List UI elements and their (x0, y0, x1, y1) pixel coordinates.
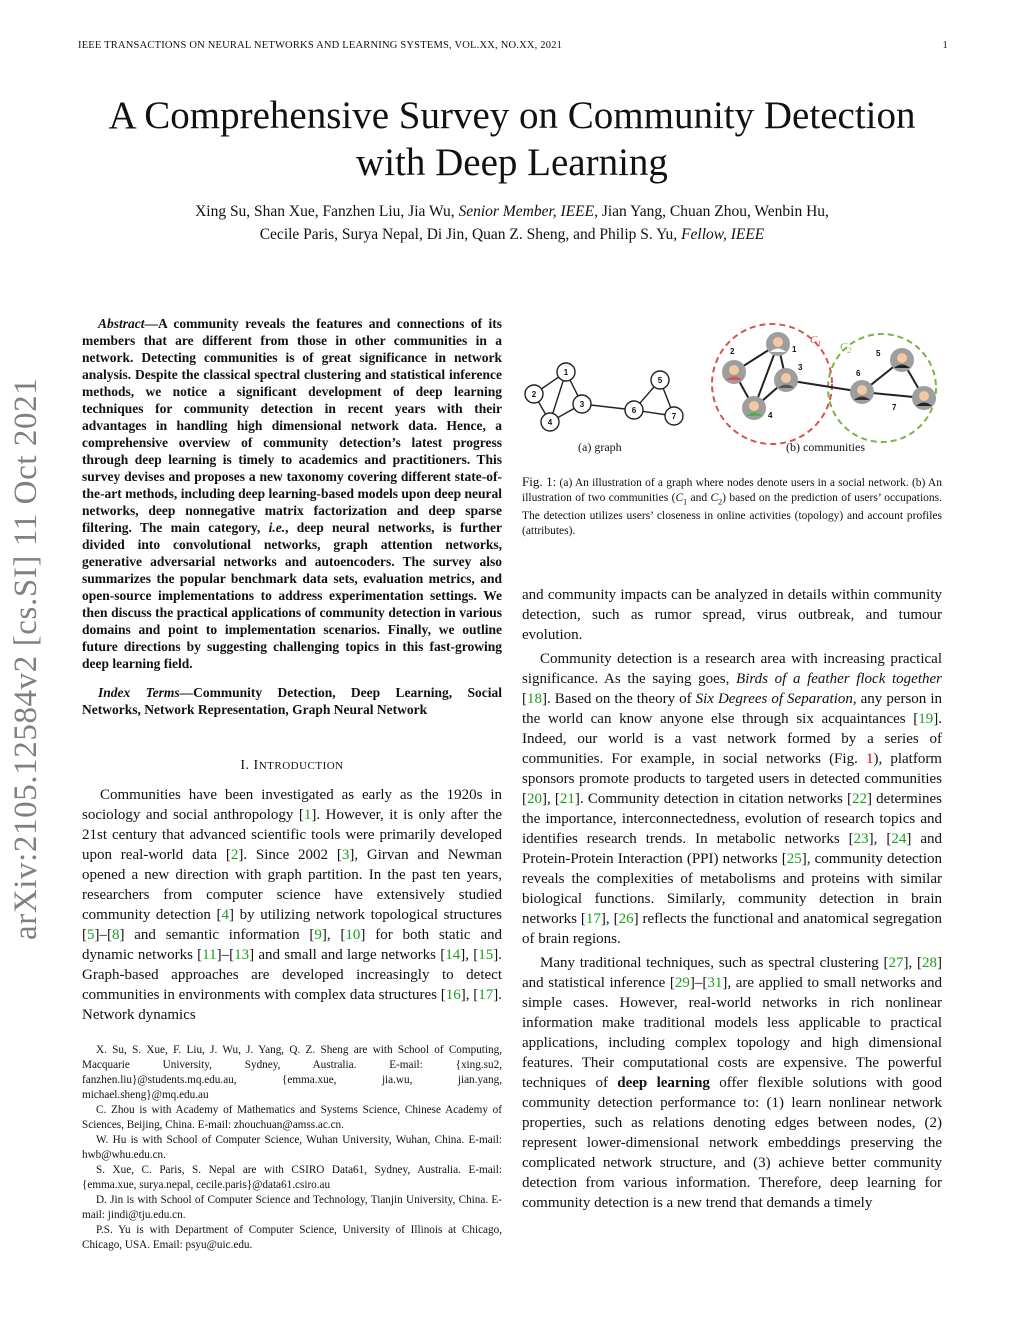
paragraph-text: ], Girvan and Newman opened a new direction with graph partition. In the past ten years, researchers from computer science have extensively studied community detection [ (82, 847, 502, 923)
node-label: 1 (792, 345, 797, 354)
citation-link[interactable]: 31 (707, 975, 723, 991)
paragraph-text: ]–[ (216, 947, 235, 963)
citation-link[interactable]: 29 (674, 975, 690, 991)
citation-link[interactable]: 28 (921, 955, 937, 971)
paragraph-text: ], are applied to small networks and simple cases. However, real-world networks in rich nonlinear information make traditional models less applicable to practical applications, including complex topology and high dimensional features. Their computational costs are expensive. The powerful techniques of (522, 975, 942, 1091)
user-avatar-3 (774, 368, 798, 392)
citation-link[interactable]: 10 (345, 927, 361, 943)
node-label: 6 (631, 406, 637, 415)
author-membership: Fellow, IEEE (681, 226, 765, 243)
node-label: 2 (730, 347, 735, 356)
node-label: 3 (798, 363, 803, 372)
citation-link[interactable]: 11 (202, 947, 217, 963)
paragraph-text: ], [ (903, 955, 922, 971)
citation-link[interactable]: 18 (527, 691, 542, 707)
affiliation-footnote: D. Jin is with School of Computer Science and Technology, Tianjin University, China. E-mail: jindi@tju.edu.cn. (82, 1194, 502, 1221)
subcaption-a: (a) graph (578, 440, 622, 454)
affiliation-footnotes (82, 1043, 502, 1253)
title-line-1: A Comprehensive Survey on Community Detection (108, 94, 916, 137)
authors-text: Cecile Paris, Surya Nepal, Di Jin, Quan Z. Sheng, and Philip S. Yu, (259, 226, 682, 243)
arxiv-id: arXiv:2105.12584v2 [cs.SI] 11 Oct 2021 (8, 377, 44, 940)
citation-link[interactable]: 26 (618, 911, 634, 927)
figure-graphic (520, 318, 944, 458)
caption-symbol: C (675, 492, 684, 504)
index-terms (82, 684, 502, 718)
node-label: 3 (579, 400, 585, 409)
paragraph-text: ], [ (868, 831, 892, 847)
section-heading (82, 758, 502, 774)
section-numeral: I. (240, 758, 254, 773)
paragraph-text: ], [ (542, 791, 560, 807)
paragraph-text: ), platform sponsors promote products to targeted users in detected communities [ (522, 751, 942, 807)
user-avatar-1 (766, 332, 790, 356)
author-membership: Senior Member, IEEE, (458, 203, 598, 220)
citation-link[interactable]: 4 (221, 907, 230, 923)
citation-link[interactable]: 19 (918, 711, 934, 727)
abstract-text-2: , deep neural networks, is further divided into convolutional networks, graph attention networks, generative adversarial networks and autoencoders. The survey also summarizes the popular benchmark data sets, evaluation metrics, and open-source implementations to address experimentation settings. We then discuss the practical applications of community detection in various domains and point to implementation scenarios. Finally, we outline future directions by suggesting challenging topics in this fast-growing deep learning field. (82, 520, 502, 671)
citation-link[interactable]: 20 (527, 791, 542, 807)
page-number: 1 (942, 40, 948, 51)
section-rest: NTRODUCTION (258, 760, 344, 772)
user-avatar-6 (850, 380, 874, 404)
index-terms-label: Index Terms (98, 685, 180, 700)
user-avatar-5 (890, 348, 914, 372)
caption-text: ) based on the prediction of users’ occupations. The detection utilizes users’ closeness in online activities (topology) and account profiles (attributes). (522, 492, 943, 538)
affiliation-footnote: S. Xue, C. Paris, S. Nepal are with CSIRO Data61, Sydney, Australia. E-mail: {emma.xue, surya.nepal, cecile.paris}@data61.csiro.au (82, 1164, 502, 1191)
intro-paragraph (82, 785, 502, 1025)
subcaption-b: (b) communities (786, 440, 865, 454)
journal-name: IEEE TRANSACTIONS ON NEURAL NETWORKS AND LEARNING SYSTEMS, VOL.XX, NO.XX, 2021 (78, 40, 563, 51)
citation-link[interactable]: 22 (852, 791, 867, 807)
paragraph-text: Many traditional techniques, such as spectral clustering [ (540, 955, 889, 971)
title-line-2: with Deep Learning (356, 141, 668, 184)
citation-link[interactable]: 2 (230, 847, 239, 863)
paragraph-text: ] determines the importance, interconnectedness, evolution of research topics and identifies research trends. In metabolic networks [ (522, 791, 942, 847)
user-avatar-4 (742, 396, 766, 420)
paragraph-text: ]. Indeed, our world is a vast network formed by a series of communities. For example, in social networks (Fig. (522, 711, 942, 767)
paragraph-text: ], community detection reveals the complexities of metabolisms and proteins with similar biological functions. Similarly, community detection in brain networks [ (522, 851, 942, 927)
caption-subscript: 2 (718, 497, 723, 507)
paragraph-text: ]–[ (94, 927, 112, 943)
affiliation-footnote: X. Su, S. Xue, F. Liu, J. Wu, J. Yang, Q. Z. Sheng are with School of Computing, Macquarie University, Sydney, Australia. E-mail: {xing.su2, fanzhen.liu}@students.mq.edu.au, {emma.xue, jia.wu, jian.yang, michael.sheng}@mq.edu.au (82, 1044, 502, 1101)
paragraph-text: Birds of a feather flock together (736, 671, 942, 687)
paragraph-text: ]. Graph-based approaches are developed increasingly to detect communities in environments with complex data structures [ (82, 947, 502, 1003)
paragraph-text: ], [ (600, 911, 619, 927)
abstract-ie: i.e. (268, 520, 286, 535)
paragraph-text: ] by utilizing network topological structures [ (82, 907, 502, 943)
paragraph-text: ]–[ (689, 975, 708, 991)
caption-text: and (687, 492, 711, 504)
node-label: 4 (768, 411, 773, 420)
citation-link[interactable]: 17 (585, 911, 601, 927)
citation-link[interactable]: 27 (888, 955, 904, 971)
citation-link[interactable]: 21 (559, 791, 575, 807)
paragraph-text: Community detection is a research area with increasing practical significance. As the saying goes, (522, 651, 942, 687)
citation-link[interactable]: 23 (853, 831, 869, 847)
user-avatar-7 (912, 386, 936, 410)
right-paragraph-3 (522, 953, 942, 1213)
caption-label: Fig. 1: (522, 474, 557, 489)
abstract-label: Abstract (98, 316, 145, 331)
paragraph-text: ]. Based on the theory of (542, 691, 696, 707)
paragraph-text: deep learning (617, 1075, 710, 1091)
figure-caption (522, 474, 942, 539)
user-avatar-2 (722, 360, 746, 384)
paragraph-text: ]. Since 2002 [ (238, 847, 342, 863)
figure-1 (520, 318, 944, 458)
authors-text: Xing Su, Shan Xue, Fanzhen Liu, Jia Wu, (195, 203, 459, 220)
community-c2-label: $C_2$ (840, 341, 852, 355)
node-label: 7 (671, 412, 677, 421)
right-paragraph-1: and community impacts can be analyzed in details within community detection, such as rumor spread, virus outbreak, and tumour evolution. (522, 587, 942, 643)
author-list (70, 200, 954, 246)
authors-text: Jian Yang, Chuan Zhou, Wenbin Hu, (597, 203, 829, 220)
citation-link[interactable]: 25 (786, 851, 802, 867)
intro-left-column (82, 785, 502, 1025)
node-label: 2 (531, 390, 537, 399)
citation-link[interactable]: 1 (303, 807, 312, 823)
caption-text: (a) An illustration of a graph where nodes denote users in a social network. (b) An illustration of two communities ( (522, 477, 942, 504)
caption-subscript: 1 (683, 497, 688, 507)
affiliation-footnote: C. Zhou is with Academy of Mathematics and Systems Science, Chinese Academy of Sciences, Beijing, China. E-mail: zhouchuan@amss.ac.cn. (82, 1104, 502, 1131)
community-c1-label: $C_1$ (810, 334, 822, 348)
node-label: 6 (856, 369, 861, 378)
citation-link[interactable]: 5 (87, 927, 95, 943)
index-terms-text: —Community Detection, Deep Learning, Social Networks, Network Representation, Graph Neural Network (82, 685, 503, 717)
paragraph-text: ] and Protein-Protein Interaction (PPI) networks [ (522, 831, 943, 867)
right-paragraph-2 (522, 649, 942, 949)
paragraph-text: Communities have been investigated as early as the 1920s in sociology and social anthropology [ (82, 787, 502, 823)
author-line-2 (70, 223, 954, 246)
citation-link[interactable]: 9 (314, 927, 322, 943)
affiliation-footnote: W. Hu is with School of Computer Science, Wuhan University, Wuhan, China. E-mail: hwb@whu.edu.cn. (82, 1134, 502, 1161)
paragraph-text: ], [ (460, 947, 479, 963)
paragraph-text: , any person in the world can know anyone else through six acquaintances [ (522, 691, 942, 727)
figure-reference-link[interactable]: 1 (865, 751, 874, 767)
affiliation-footnote: P.S. Yu is with Department of Computer Science, University of Illinois at Chicago, Chicago, USA. Email: psyu@uic.edu. (82, 1224, 502, 1251)
citation-link[interactable]: 16 (445, 987, 461, 1003)
citation-link[interactable]: 17 (478, 987, 494, 1003)
running-head (78, 40, 948, 51)
citation-link[interactable]: 15 (478, 947, 494, 963)
node-label: 1 (563, 368, 569, 377)
paragraph-text: ] for both static and dynamic networks [ (82, 927, 502, 963)
caption-symbol: C (710, 492, 719, 504)
paragraph-text: Six Degrees of Separation (695, 691, 853, 707)
citation-link[interactable]: 24 (891, 831, 907, 847)
paragraph-text: ]. Community detection in citation networks [ (574, 791, 852, 807)
node-label: 7 (892, 403, 897, 412)
citation-link[interactable]: 3 (341, 847, 350, 863)
paragraph-text: ] and statistical inference [ (522, 955, 942, 991)
author-line-1 (70, 200, 954, 223)
node-label: 4 (547, 418, 553, 427)
node-label: 5 (657, 376, 663, 385)
citation-link[interactable]: 8 (112, 927, 120, 943)
paragraph-text: ], [ (460, 987, 479, 1003)
paragraph-text: ] and small and large networks [ (249, 947, 446, 963)
node-label: 5 (876, 349, 881, 358)
paragraph-text: ] and semantic information [ (119, 927, 315, 943)
abstract-text: —A community reveals the features and connections of its members that are different from those in other communities in a network. Detecting communities is of great significance in network analysis. Despite the classical spectral clustering and statistical inference methods, we notice a significant development of deep learning techniques for community detection in recent years with their advantages in handling high dimensional network data. Hence, a comprehensive overview of community detection’s latest progress through deep learning is timely to academics and practitioners. This survey devises and proposes a new taxonomy covering different state-of-the-art methods, including deep learning-based models upon deep neural networks, deep nonnegative matrix factorization and deep sparse filtering. The main category, (82, 316, 502, 535)
intro-right-column (522, 585, 942, 1213)
abstract (82, 315, 502, 718)
paragraph-text: ] reflects the functional and anatomical segregation of brain regions. (522, 911, 942, 947)
citation-link[interactable]: 14 (445, 947, 461, 963)
paragraph-text: offer flexible solutions with good community detection performance to: (1) learn nonlinear network properties, such as relations denoting edges between nodes, (2) represent lower-dimensional network embeddings preserving the complicated network structure, and (3) achieve better community detection from various information. Therefore, deep learning for community detection is a new trend that demands a timely (522, 1075, 943, 1211)
paper-title (40, 92, 984, 186)
paragraph-text: ]. However, it is only after the 21st century that advanced scientific tools were primarily developed upon real-world data [ (82, 807, 502, 863)
paragraph-text: ]. Network dynamics (82, 987, 502, 1023)
section-cap: I (253, 758, 259, 773)
citation-link[interactable]: 13 (234, 947, 250, 963)
paragraph-text: [ (522, 691, 527, 707)
paragraph-text: ], [ (321, 927, 346, 943)
